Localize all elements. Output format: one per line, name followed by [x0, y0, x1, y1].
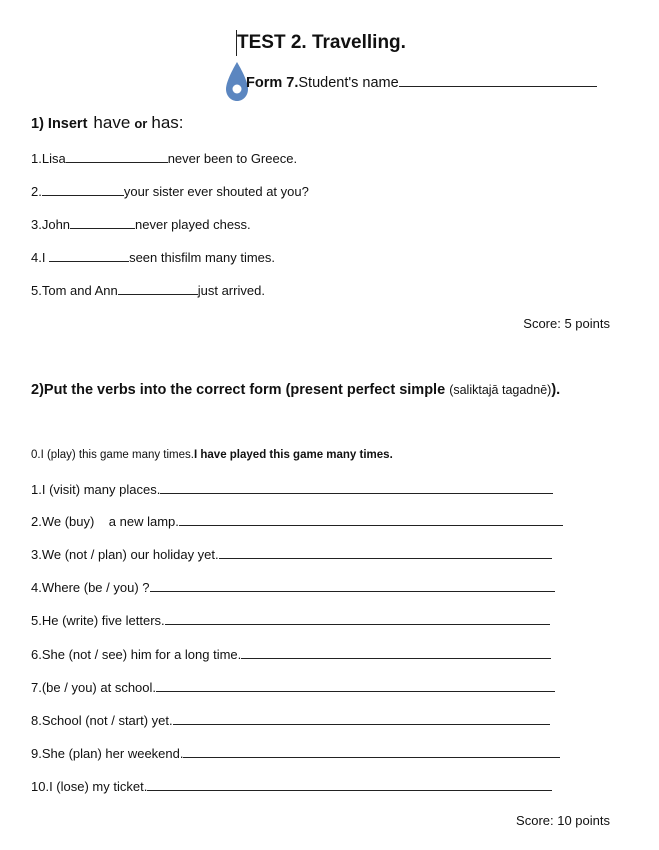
exercise2-item — [31, 647, 551, 662]
item-end: never played chess. — [135, 217, 251, 232]
exercise2-item — [31, 713, 550, 728]
item-start: 4.I — [31, 250, 50, 265]
exercise1-item — [31, 217, 251, 232]
answer-blank[interactable] — [66, 151, 168, 163]
word-have: have — [93, 113, 131, 132]
answer-blank[interactable] — [160, 482, 553, 494]
student-name-blank[interactable] — [399, 75, 597, 87]
page-title: TEST 2. Travelling. — [237, 32, 406, 53]
item-start: 5.Tom and Ann — [31, 283, 118, 298]
exercise1-item — [31, 283, 265, 298]
item-prompt: 10.I (lose) my ticket. — [31, 779, 148, 794]
answer-blank[interactable] — [49, 250, 129, 262]
answer-blank[interactable] — [183, 746, 560, 758]
example-prompt: 0.I (play) this game many times. — [31, 449, 194, 461]
item-prompt: 2.We (buy) a new lamp. — [31, 514, 179, 529]
item-prompt: 1.I (visit) many places. — [31, 482, 161, 497]
exercise2-item — [31, 514, 563, 529]
item-end: never been to Greece. — [167, 151, 298, 166]
answer-blank[interactable] — [165, 613, 550, 625]
section1-heading-num: 1) Insert — [31, 116, 88, 132]
student-name-label: Student's name — [298, 75, 399, 91]
item-prompt: 6.She (not / see) him for a long time. — [31, 647, 242, 662]
exercise2-item — [31, 613, 550, 628]
exercise2-item — [31, 746, 560, 761]
answer-blank[interactable] — [70, 217, 135, 229]
exercise2-item — [31, 547, 552, 562]
section1-heading — [31, 113, 184, 133]
exercise2-item — [31, 779, 552, 794]
item-end: your sister ever shouted at you? — [123, 184, 309, 199]
exercise1-item — [31, 184, 309, 199]
item-end: seen thisfilm many times. — [129, 250, 276, 265]
word-or: or — [134, 116, 148, 131]
example-answer: I have played this game many times. — [193, 449, 393, 461]
item-start: 1.Lisa — [31, 151, 66, 166]
item-prompt: 8.School (not / start) yet. — [31, 713, 173, 728]
answer-blank[interactable] — [179, 514, 563, 526]
section1-score: Score: 5 points — [523, 316, 610, 331]
answer-blank[interactable] — [42, 184, 124, 196]
item-prompt: 4.Where (be / you) ? — [31, 580, 150, 595]
section2-heading-text: 2)Put the verbs into the correct form (present perfect simple — [31, 382, 450, 398]
word-has: has: — [151, 113, 184, 132]
answer-blank[interactable] — [219, 547, 552, 559]
student-name-line — [246, 75, 597, 91]
exercise1-item — [31, 250, 275, 265]
section2-heading-end: ). — [551, 382, 561, 398]
answer-blank[interactable] — [150, 580, 555, 592]
exercise2-item — [31, 580, 555, 595]
section2-score: Score: 10 points — [516, 813, 610, 828]
form-label: Form 7. — [246, 75, 299, 91]
exercise2-item — [31, 482, 553, 497]
item-prompt: 3.We (not / plan) our holiday yet. — [31, 547, 219, 562]
item-end: just arrived. — [197, 283, 265, 298]
answer-blank[interactable] — [156, 680, 555, 692]
exercise2-item — [31, 680, 555, 695]
item-start: 2. — [31, 184, 42, 199]
answer-blank[interactable] — [241, 647, 551, 659]
item-prompt: 7.(be / you) at school. — [31, 680, 157, 695]
exercise1-item — [31, 151, 297, 166]
example-sentence — [31, 449, 393, 461]
answer-blank[interactable] — [118, 283, 198, 295]
section2-heading — [31, 382, 560, 398]
answer-blank[interactable] — [173, 713, 550, 725]
item-prompt: 9.She (plan) her weekend. — [31, 746, 184, 761]
item-prompt: 5.He (write) five letters. — [31, 613, 165, 628]
answer-blank[interactable] — [147, 779, 552, 791]
item-start: 3.John — [31, 217, 71, 232]
section2-heading-translation: (saliktajā tagadnē) — [449, 383, 552, 397]
